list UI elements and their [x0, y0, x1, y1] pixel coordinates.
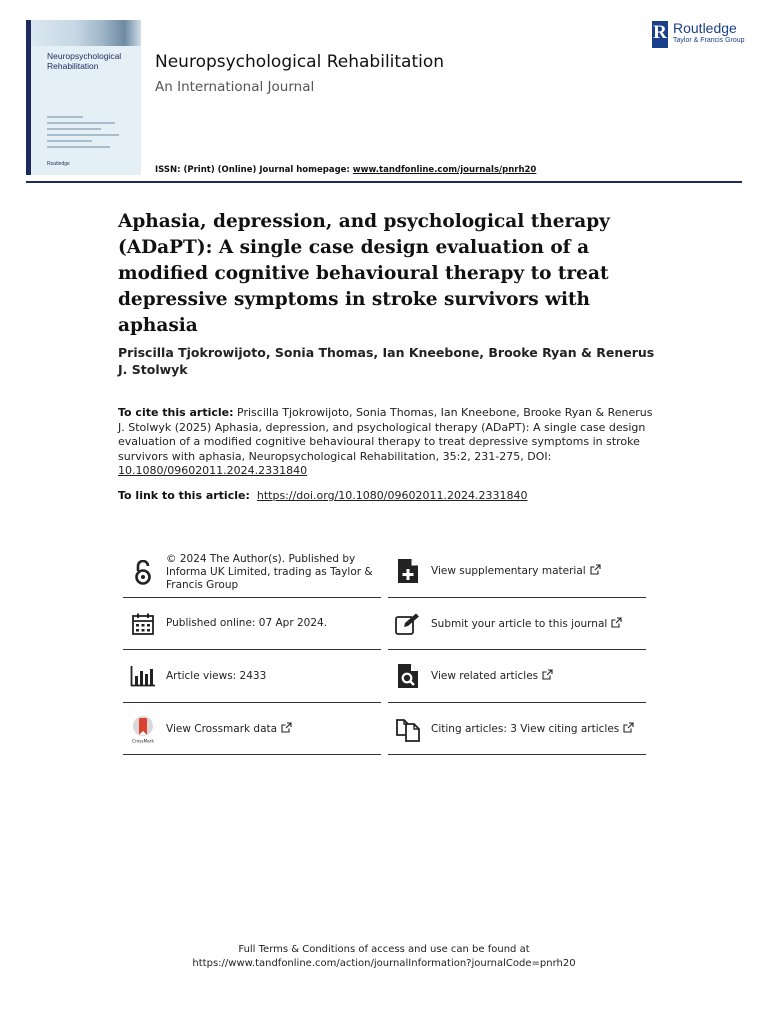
svg-text:CrossMark: CrossMark: [132, 738, 154, 743]
submit-article-link[interactable]: [388, 598, 646, 650]
article-link-block: [118, 489, 658, 504]
submit-text[interactable]: Submit your article to this journal: [431, 617, 622, 631]
open-access-text: © 2024 The Author(s). Published by Informa UK Limited, trading as Taylor & Francis Group: [166, 553, 373, 591]
cover-text-lines: [47, 116, 137, 152]
link-label: To link to this article:: [118, 489, 250, 502]
journal-name: Neuropsychological Rehabilitation: [155, 52, 445, 72]
publisher-subtitle: Taylor & Francis Group: [673, 37, 745, 44]
bar-chart-icon: [129, 662, 157, 690]
doi-link[interactable]: 10.1080/09602011.2024.2331840: [118, 464, 308, 477]
external-link-icon: [590, 564, 601, 575]
citation-block: [118, 406, 658, 479]
journal-cover-image: [26, 20, 141, 175]
external-link-icon: [623, 722, 634, 733]
supplementary-material-link[interactable]: [388, 545, 646, 598]
citing-text[interactable]: Citing articles: 3 View citing articles: [431, 722, 634, 736]
supplementary-text[interactable]: View supplementary material: [431, 564, 601, 578]
article-views-info: [123, 650, 381, 703]
article-views-text: Article views: 2433: [166, 669, 267, 682]
article-authors: Priscilla Tjokrowijoto, Sonia Thomas, Ian Kneebone, Brooke Ryan & Renerus J. Stolwyk: [118, 345, 655, 377]
cite-text: Priscilla Tjokrowijoto, Sonia Thomas, Ian Kneebone, Brooke Ryan & Renerus J. Stolwyk (2025) Aphasia, depression, and psychological therapy (ADaPT): A single case design evaluation of a modified cognitive behavioural therapy to treat depressive symptoms in stroke survivors with aphasia, Neuropsychological Rehabilitation, 35:2, 231-275, DOI:: [118, 406, 653, 463]
publisher-logo: [652, 21, 745, 48]
issn-line: [155, 165, 536, 175]
edit-icon: [394, 610, 422, 638]
external-link-icon: [281, 722, 292, 733]
article-title: Aphasia, depression, and psychological therapy (ADaPT): A single case design evaluation of a modified cognitive behavioural therapy to treat depressive symptoms in stroke survivors with aphasia: [118, 211, 610, 336]
crossmark-text[interactable]: View Crossmark data: [166, 722, 292, 736]
issn-label: ISSN: (Print) (Online) Journal homepage:: [155, 165, 353, 175]
terms-line: Full Terms & Conditions of access and use can be found at: [238, 944, 530, 955]
external-link-icon: [611, 617, 622, 628]
open-access-icon: [129, 559, 157, 587]
terms-url[interactable]: https://www.tandfonline.com/action/journalInformation?journalCode=pnrh20: [192, 958, 576, 969]
journal-homepage-link[interactable]: www.tandfonline.com/journals/pnrh20: [352, 165, 537, 175]
external-link-icon: [542, 669, 553, 680]
article-url-link[interactable]: https://doi.org/10.1080/09602011.2024.2331840: [256, 489, 528, 502]
published-date-info: [123, 598, 381, 650]
file-search-icon: [394, 662, 422, 690]
cover-publisher-logo: Routledge: [47, 161, 70, 167]
cite-label: To cite this article:: [118, 406, 234, 419]
published-date-text: Published online: 07 Apr 2024.: [166, 617, 328, 629]
crossmark-icon: [129, 715, 157, 743]
open-access-info: [123, 548, 381, 598]
journal-subtitle: An International Journal: [155, 79, 315, 95]
related-text[interactable]: View related articles: [431, 669, 553, 683]
cover-title: Neuropsychological Rehabilitation: [47, 51, 122, 71]
copy-documents-icon: [394, 715, 422, 743]
calendar-icon: [129, 610, 157, 638]
crossmark-link[interactable]: [123, 703, 381, 755]
citing-articles-link[interactable]: [388, 703, 646, 755]
related-articles-link[interactable]: [388, 650, 646, 703]
publisher-name: Routledge: [673, 20, 737, 36]
file-plus-icon: [394, 557, 422, 585]
routledge-r-icon: R: [652, 21, 668, 48]
cover-banner: [31, 20, 141, 46]
header-divider: [26, 181, 742, 183]
terms-footer: [0, 943, 768, 971]
